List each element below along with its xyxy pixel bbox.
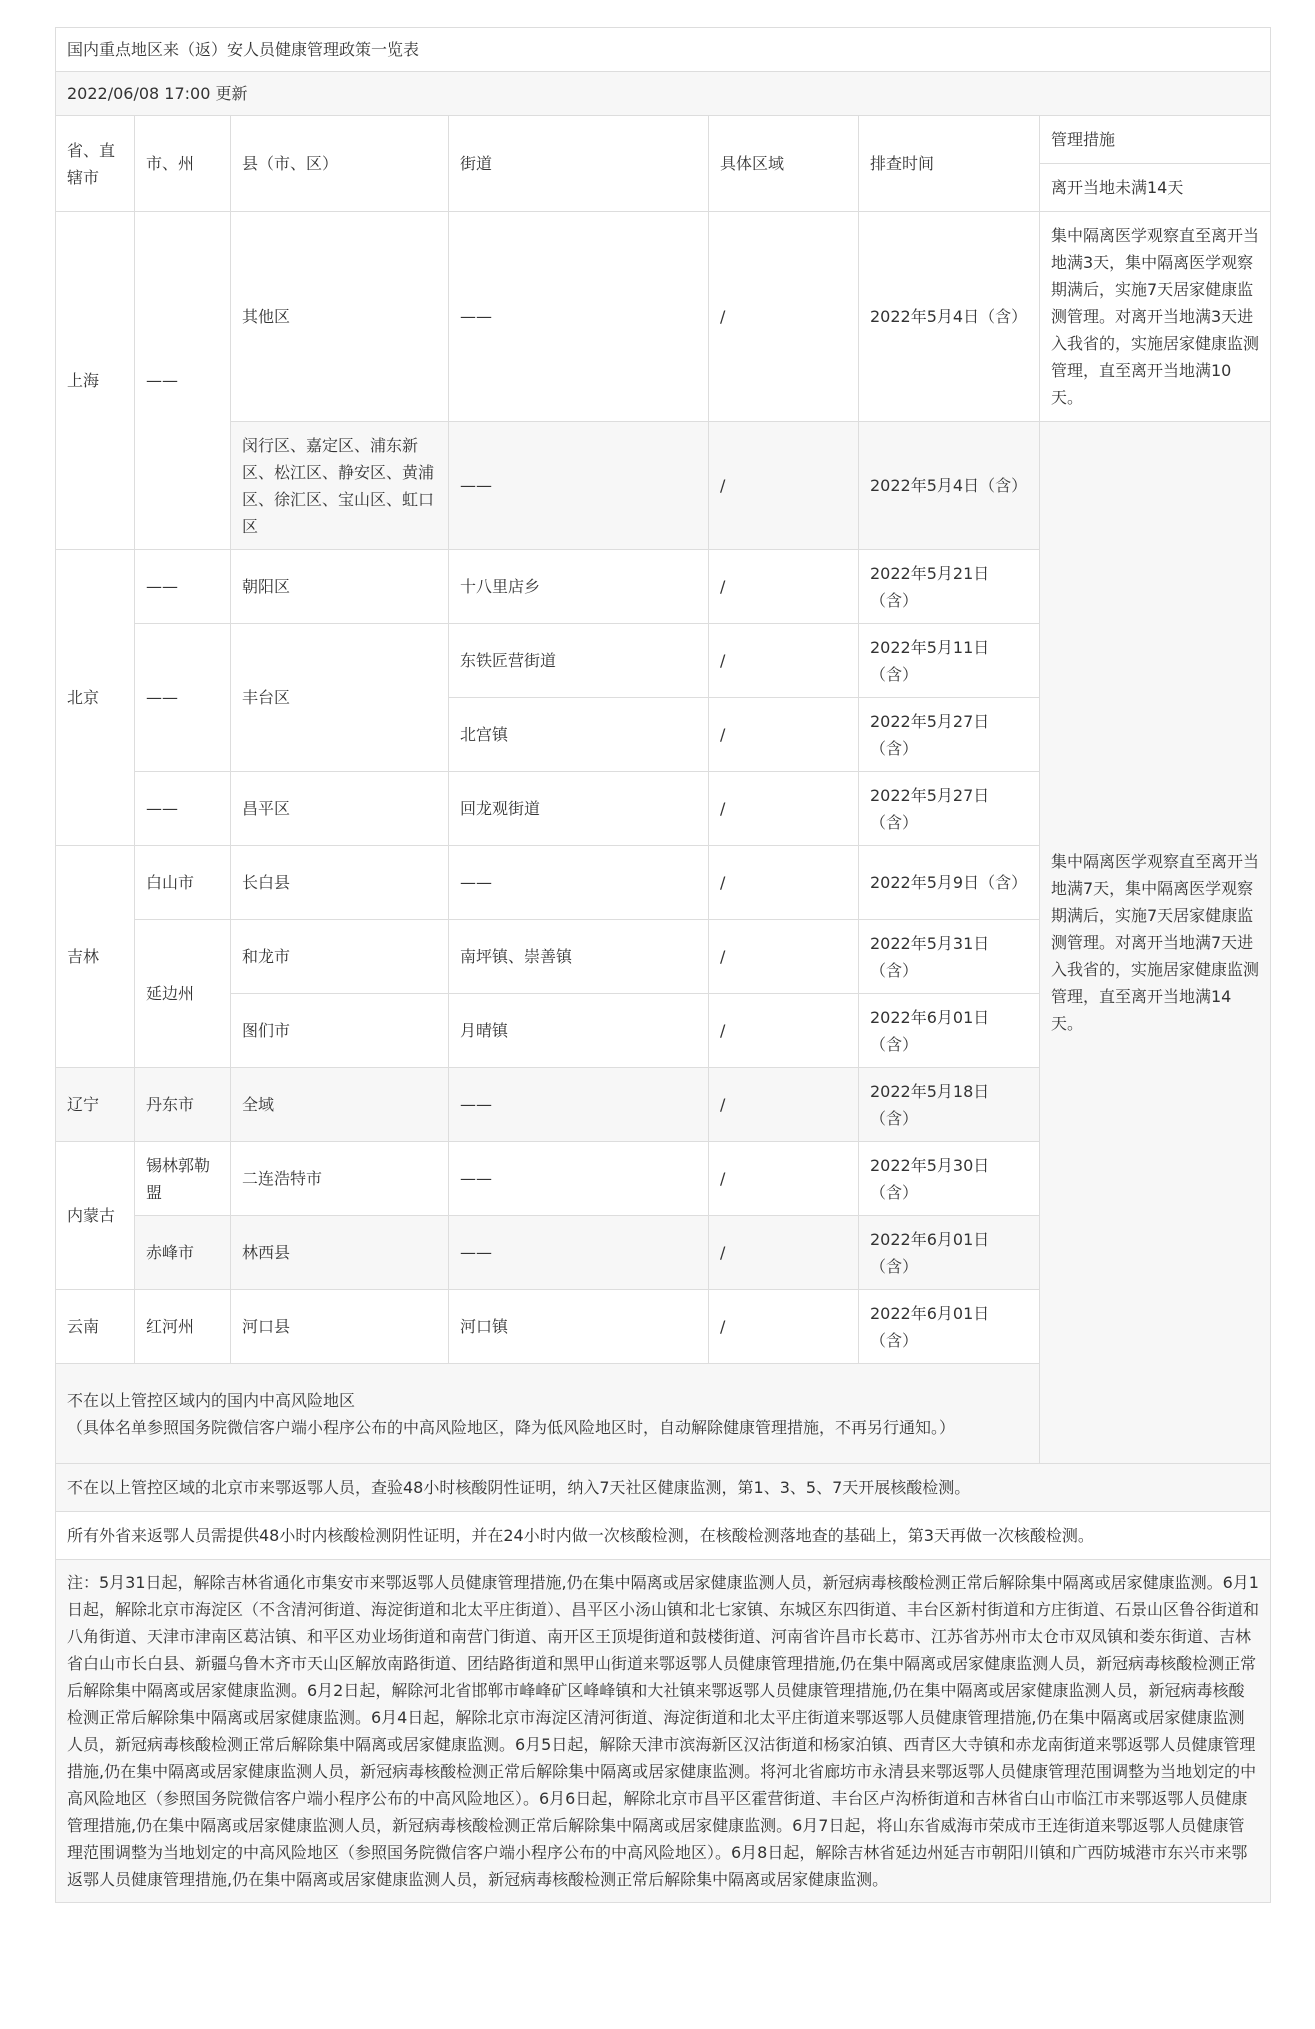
cell-area: / (709, 772, 859, 846)
cell-city: 丹东市 (135, 1068, 231, 1142)
cell-street: 月晴镇 (449, 994, 709, 1068)
cell-time: 2022年6月01日（含） (859, 1216, 1040, 1290)
cell-area: / (709, 422, 859, 550)
cell-time: 2022年5月31日（含） (859, 920, 1040, 994)
cell-street: —— (449, 1068, 709, 1142)
cell-county: 全域 (231, 1068, 449, 1142)
cell-street: 回龙观街道 (449, 772, 709, 846)
cell-province: 上海 (56, 212, 135, 550)
cell-province: 云南 (56, 1290, 135, 1364)
update-time: 2022/06/08 17:00 更新 (56, 72, 1271, 116)
other-regions-note: （具体名单参照国务院微信客户端小程序公布的中高风险地区，降为低风险地区时，自动解除健康管理措施，不再另行通知。） (67, 1417, 956, 1437)
cell-county: 二连浩特市 (231, 1142, 449, 1216)
cell-area: / (709, 846, 859, 920)
cell-street: —— (449, 846, 709, 920)
table-title: 国内重点地区来（返）安人员健康管理政策一览表 (56, 28, 1271, 72)
cell-city: —— (135, 212, 231, 550)
cell-time: 2022年5月11日（含） (859, 624, 1040, 698)
cell-street: 南坪镇、崇善镇 (449, 920, 709, 994)
cell-street: 十八里店乡 (449, 550, 709, 624)
cell-city: —— (135, 624, 231, 772)
cell-measures-shanghai: 集中隔离医学观察直至离开当地满3天，集中隔离医学观察期满后，实施7天居家健康监测管理。对离开当地满3天进入我省的，实施居家健康监测管理，直至离开当地满10天。 (1040, 212, 1271, 422)
policy-table (55, 27, 1271, 1903)
cell-county: 朝阳区 (231, 550, 449, 624)
cell-area: / (709, 698, 859, 772)
table-row (56, 212, 1271, 422)
header-county: 县（市、区） (231, 116, 449, 212)
cell-street: —— (449, 1216, 709, 1290)
cell-time: 2022年5月4日（含） (859, 422, 1040, 550)
cell-area: / (709, 994, 859, 1068)
cell-time: 2022年5月4日（含） (859, 212, 1040, 422)
cell-area: / (709, 1216, 859, 1290)
cell-street: 北宫镇 (449, 698, 709, 772)
cell-street: 河口镇 (449, 1290, 709, 1364)
general-note: 所有外省来返鄂人员需提供48小时内核酸检测阴性证明，并在24小时内做一次核酸检测，在核酸检测落地查的基础上，第3天再做一次核酸检测。 (56, 1512, 1271, 1560)
cell-street: —— (449, 1142, 709, 1216)
cell-street: —— (449, 212, 709, 422)
cell-time: 2022年5月21日（含） (859, 550, 1040, 624)
cell-street: 东铁匠营街道 (449, 624, 709, 698)
cell-area: / (709, 1142, 859, 1216)
cell-measures-general: 集中隔离医学观察直至离开当地满7天，集中隔离医学观察期满后，实施7天居家健康监测管理。对离开当地满7天进入我省的，实施居家健康监测管理，直至离开当地满14天。 (1040, 422, 1271, 1464)
header-street: 街道 (449, 116, 709, 212)
cell-city: —— (135, 772, 231, 846)
cell-time: 2022年6月01日（含） (859, 994, 1040, 1068)
cell-county: 林西县 (231, 1216, 449, 1290)
cell-time: 2022年5月27日（含） (859, 698, 1040, 772)
policy-table-container (55, 27, 1270, 1903)
cell-city: —— (135, 550, 231, 624)
cell-county: 丰台区 (231, 624, 449, 772)
cell-province: 北京 (56, 550, 135, 846)
cell-city: 红河州 (135, 1290, 231, 1364)
cell-time: 2022年5月9日（含） (859, 846, 1040, 920)
cell-province: 吉林 (56, 846, 135, 1068)
header-measures: 管理措施 (1040, 116, 1271, 164)
cell-county: 其他区 (231, 212, 449, 422)
cell-province: 内蒙古 (56, 1142, 135, 1290)
header-area: 具体区域 (709, 116, 859, 212)
cell-county: 长白县 (231, 846, 449, 920)
cell-county: 和龙市 (231, 920, 449, 994)
cell-area: / (709, 1290, 859, 1364)
cell-county: 河口县 (231, 1290, 449, 1364)
other-regions-label: 不在以上管控区域内的国内中高风险地区 (67, 1390, 356, 1410)
cell-county: 图们市 (231, 994, 449, 1068)
other-regions-cell (56, 1364, 1040, 1464)
header-time: 排查时间 (859, 116, 1040, 212)
cell-area: / (709, 212, 859, 422)
footnote: 注：5月31日起，解除吉林省通化市集安市来鄂返鄂人员健康管理措施,仍在集中隔离或居家健康监测人员，新冠病毒核酸检测正常后解除集中隔离或居家健康监测。6月1日起，解除北京市海淀区（不含清河街道、海淀街道和北太平庄街道）、昌平区小汤山镇和北七家镇、东城区东四街道、丰台区新村街道和方庄街道、石景山区鲁谷街道和八角街道、天津市津南区葛沽镇、和平区劝业场街道和南营门街道、南开区王顶堤街道和鼓楼街道、河南省许昌市长葛市、江苏省苏州市太仓市双凤镇和娄东街道、吉林省白山市长白县、新疆乌鲁木齐市天山区解放南路街道、团结路街道和黑甲山街道来鄂返鄂人员健康管理措施,仍在集中隔离或居家健康监测人员，新冠病毒核酸检测正常后解除集中隔离或居家健康监测。6月2日起，解除河北省邯郸市峰峰矿区峰峰镇和大社镇来鄂返鄂人员健康管理措施,仍在集中隔离或居家健康监测人员，新冠病毒核酸检测正常后解除集中隔离或居家健康监测。6月4日起，解除北京市海淀区清河街道、海淀街道和北太平庄街道来鄂返鄂人员健康管理措施,仍在集中隔离或居家健康监测人员，新冠病毒核酸检测正常后解除集中隔离或居家健康监测。6月5日起，解除天津市滨海新区汉沽街道和杨家泊镇、西青区大寺镇和赤龙南街道来鄂返鄂人员健康管理措施,仍在集中隔离或居家健康监测人员，新冠病毒核酸检测正常后解除集中隔离或居家健康监测。将河北省廊坊市永清县来鄂返鄂人员健康管理范围调整为当地划定的中高风险地区（参照国务院微信客户端小程序公布的中高风险地区）。6月6日起，解除北京市昌平区霍营街道、丰台区卢沟桥街道和吉林省白山市临江市来鄂返鄂人员健康管理措施,仍在集中隔离或居家健康监测人员，新冠病毒核酸检测正常后解除集中隔离或居家健康监测。6月7日起，将山东省威海市荣成市王连街道来鄂返鄂人员健康管理范围调整为当地划定的中高风险地区（参照国务院微信客户端小程序公布的中高风险地区）。6月8日起，解除吉林省延边州延吉市朝阳川镇和广西防城港市东兴市来鄂返鄂人员健康管理措施,仍在集中隔离或居家健康监测人员，新冠病毒核酸检测正常后解除集中隔离或居家健康监测。 (56, 1560, 1271, 1903)
cell-city: 锡林郭勒盟 (135, 1142, 231, 1216)
cell-city: 赤峰市 (135, 1216, 231, 1290)
beijing-note: 不在以上管控区域的北京市来鄂返鄂人员，查验48小时核酸阴性证明，纳入7天社区健康监测，第1、3、5、7天开展核酸检测。 (56, 1464, 1271, 1512)
cell-city: 白山市 (135, 846, 231, 920)
cell-area: / (709, 624, 859, 698)
cell-area: / (709, 550, 859, 624)
header-province: 省、直辖市 (56, 116, 135, 212)
cell-city: 延边州 (135, 920, 231, 1068)
cell-area: / (709, 920, 859, 994)
cell-area: / (709, 1068, 859, 1142)
cell-time: 2022年5月30日（含） (859, 1142, 1040, 1216)
cell-province: 辽宁 (56, 1068, 135, 1142)
cell-county: 闵行区、嘉定区、浦东新区、松江区、静安区、黄浦区、徐汇区、宝山区、虹口区 (231, 422, 449, 550)
cell-time: 2022年6月01日（含） (859, 1290, 1040, 1364)
cell-county: 昌平区 (231, 772, 449, 846)
table-row (56, 422, 1271, 550)
header-measures-sub: 离开当地未满14天 (1040, 164, 1271, 212)
cell-time: 2022年5月27日（含） (859, 772, 1040, 846)
cell-time: 2022年5月18日（含） (859, 1068, 1040, 1142)
cell-street: —— (449, 422, 709, 550)
header-city: 市、州 (135, 116, 231, 212)
